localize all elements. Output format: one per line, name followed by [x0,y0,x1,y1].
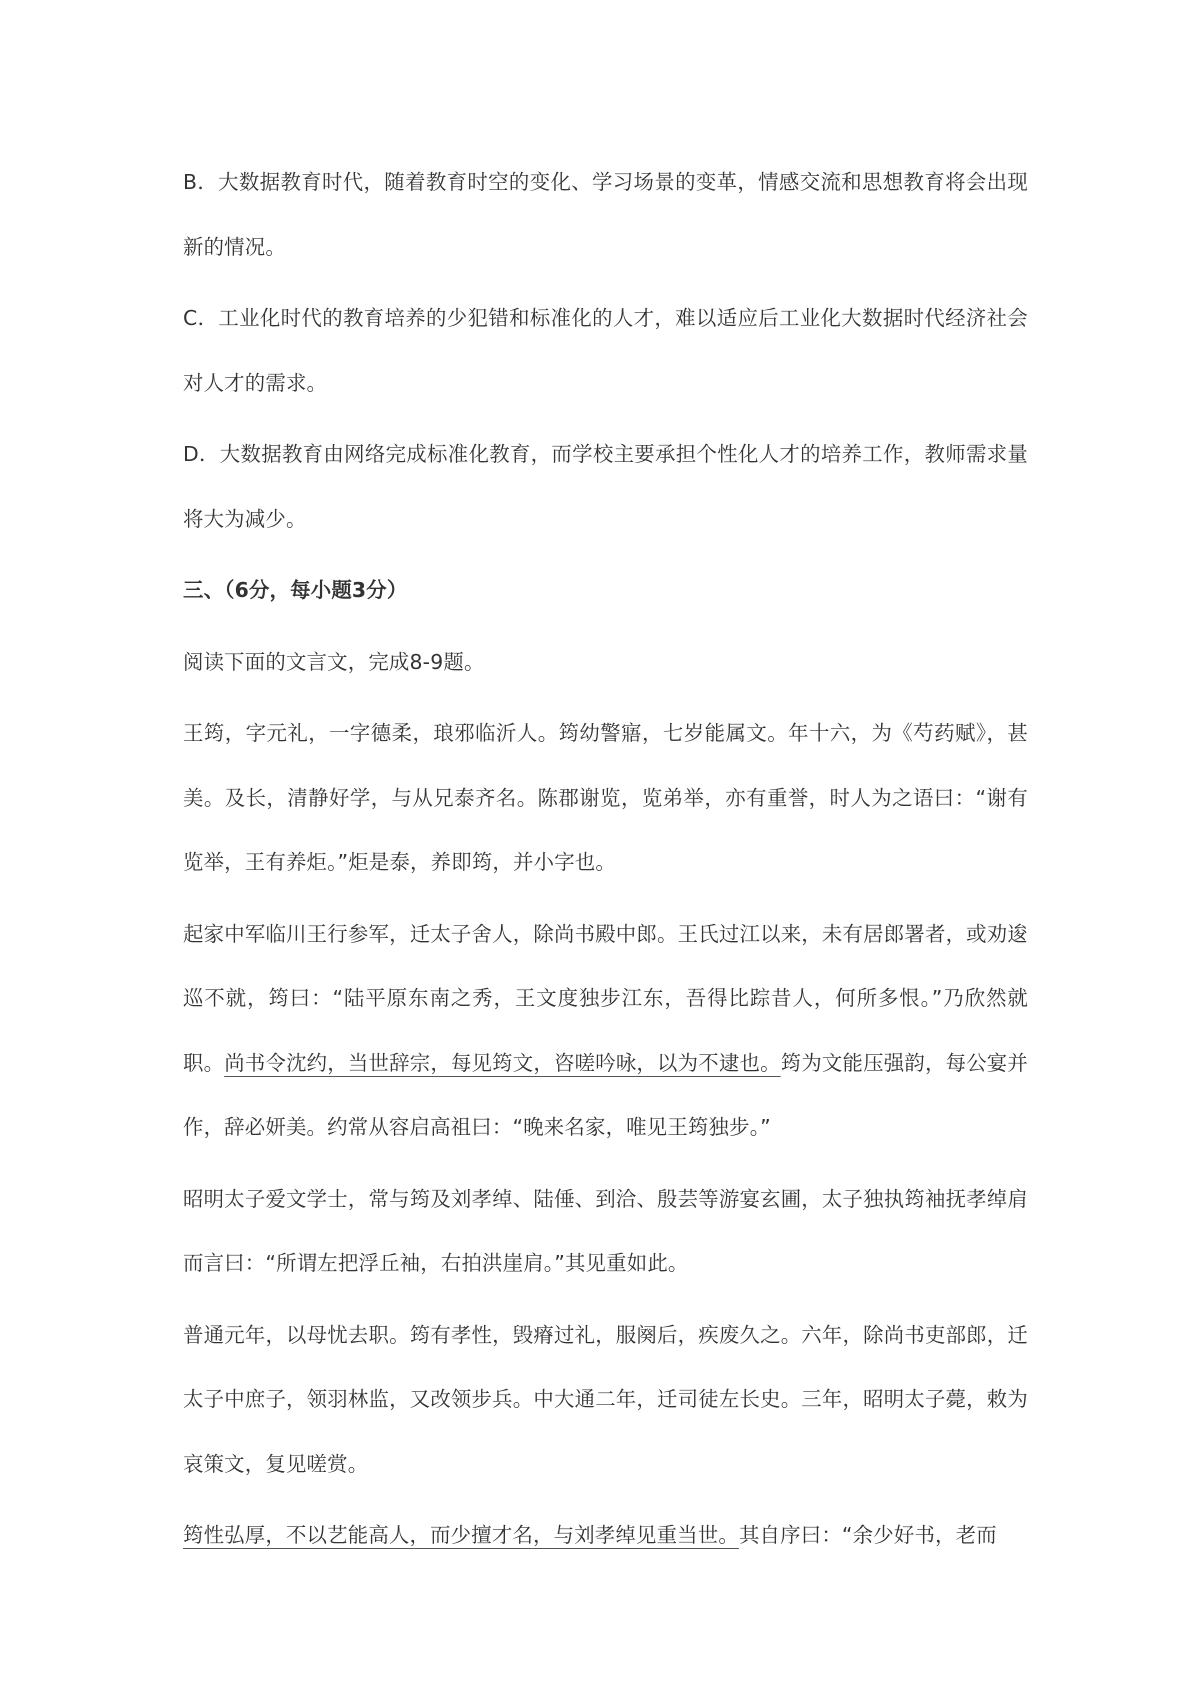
text-segment: 昭明太子爱文学士，常与筠及刘孝绰、陆倕、到洽、殷芸等游宴玄圃，太子独执筠袖抚孝绰肩而言曰：“所谓左把浮丘袖，右拍洪崖肩。”其见重如此。 [183,1186,1028,1275]
text-segment: 起家中军临川王行参军，迁太子舍人，除尚书殿中郎。王氏过江以来，未有居郎署者，或劝逡巡不就，筠曰：“陆平原东南之秀，王文度独步江东，吾得比踪昔人，何所多恨。”乃欣然就职。 [183,921,1028,1075]
option-b-paragraph [183,150,1028,279]
passage-paragraph-3 [183,1167,1028,1296]
text-segment: 普通元年，以母忧去职。筠有孝性，毁瘠过礼，服阕后，疾废久之。六年，除尚书吏部郎，迁太子中庶子，领羽林监，又改领步兵。中大通二年，迁司徒左长史。三年，昭明太子薨，敕为哀策文，复见嗟赏。 [183,1322,1028,1476]
document-body [183,150,1028,1575]
text-segment: 其自序曰：“余少好书，老而 [738,1523,997,1547]
section-heading [183,558,1028,623]
passage-paragraph-2 [183,902,1028,1160]
text-segment: D．大数据教育由网络完成标准化教育，而学校主要承担个性化人才的培养工作，教师需求量将大为减少。 [183,442,1028,531]
passage-paragraph-4 [183,1303,1028,1497]
instruction-paragraph [183,630,1028,695]
passage-paragraph-1 [183,701,1028,895]
option-c-paragraph [183,286,1028,415]
passage-paragraph-5 [183,1503,1028,1568]
text-segment: C．工业化时代的教育培养的少犯错和标准化的人才，难以适应后工业化大数据时代经济社会对人才的需求。 [183,306,1028,395]
text-segment: 阅读下面的文言文，完成8-9题。 [183,649,485,674]
text-segment: 三、（6分，每小题3分） [183,578,408,602]
text-segment: 筠为文能压强韵，每公宴并作，辞必妍美。约常从容启高祖曰：“晚来名家，唯见王筠独步。” [183,1050,1029,1139]
text-segment: 王筠，字元礼，一字德柔，琅邪临沂人。筠幼警寤，七岁能属文。年十六，为《芍药赋》，甚美。及长，清静好学，与从兄泰齐名。陈郡谢览，览弟举，亦有重誉，时人为之语曰：“谢有览举，王有养炬。”炬是泰，养即筠，并小字也。 [183,721,1028,874]
text-segment: B．大数据教育时代，随着教育时空的变化、学习场景的变革，情感交流和思想教育将会出现新的情况。 [183,170,1028,259]
option-d-paragraph [183,422,1028,551]
underlined-sentence: 尚书令沈约，当世辞宗，每见筠文，咨嗟吟咏，以为不逮也。 [224,1050,781,1075]
underlined-sentence: 筠性弘厚，不以艺能高人，而少擅才名，与刘孝绰见重当世。 [183,1523,739,1547]
